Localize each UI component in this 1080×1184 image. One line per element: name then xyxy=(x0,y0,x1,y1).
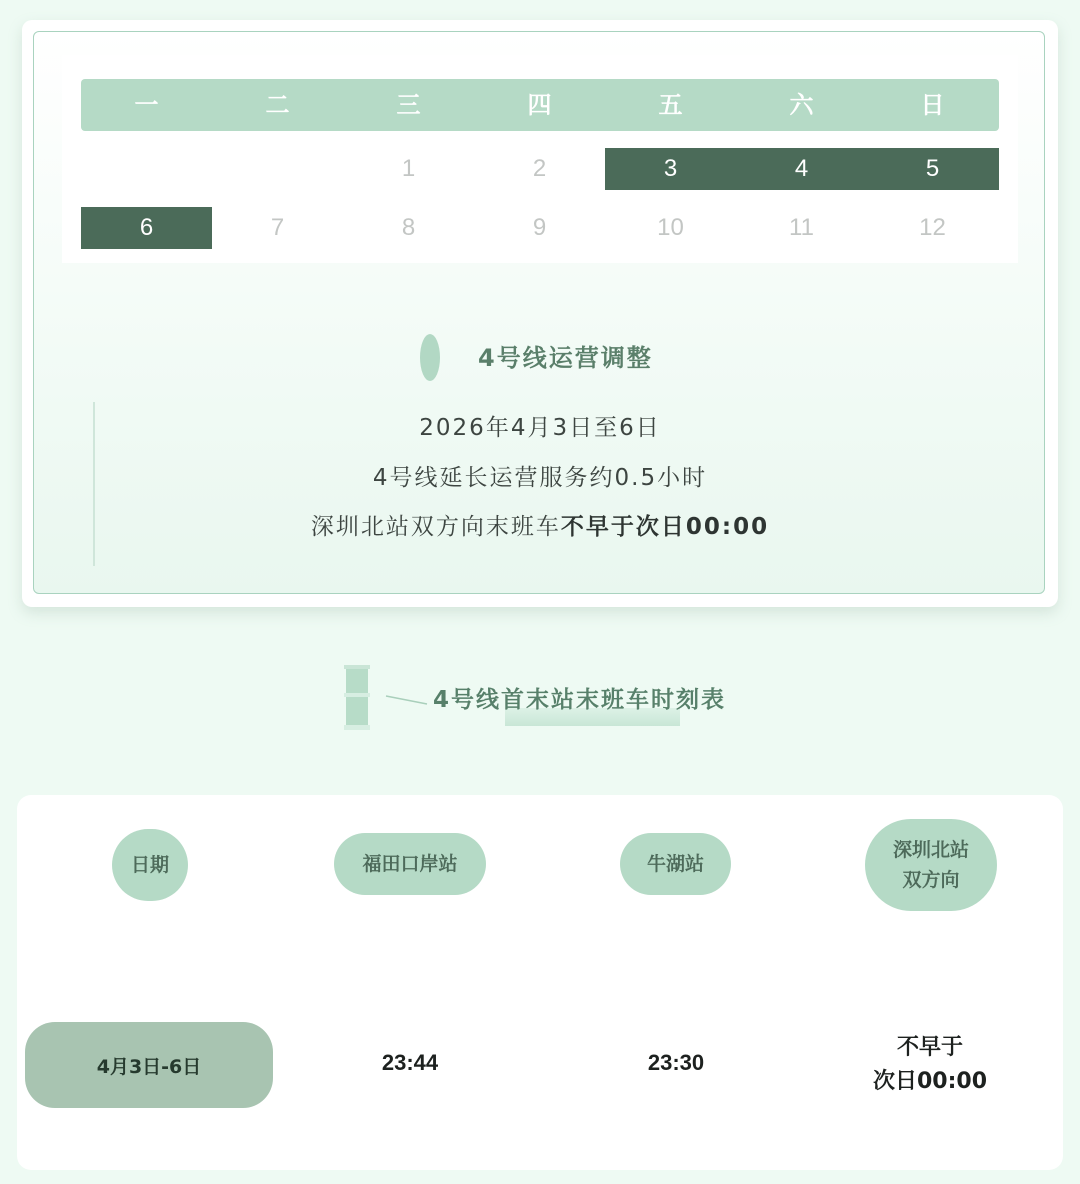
cell-szn-time xyxy=(850,1031,1010,1099)
cell-futian-time: 23:44 xyxy=(381,1050,439,1075)
calendar-day-highlighted: 5 xyxy=(925,155,940,182)
weekday-tue: 二 xyxy=(265,91,290,119)
notice-last-train-time: 不早于次日00:00 xyxy=(560,514,770,540)
calendar-day: 11 xyxy=(789,214,814,241)
cell-niuhu-time: 23:30 xyxy=(647,1050,705,1075)
calendar-day-highlighted: 6 xyxy=(139,214,154,241)
calendar-day-highlighted: 4 xyxy=(794,155,809,182)
notice-last-train-text: 深圳北站双方向末班车 xyxy=(310,514,561,540)
cell-szn-line2: 次日00:00 xyxy=(872,1069,988,1094)
leaf-deco-icon xyxy=(420,334,440,381)
notice-title: 4号线运营调整 xyxy=(478,344,653,372)
calendar-day: 12 xyxy=(919,214,946,241)
calendar-day xyxy=(81,148,212,190)
pointer-line-icon xyxy=(385,694,429,706)
header-szn-line2: 双方向 xyxy=(902,869,960,891)
header-date-label: 日期 xyxy=(130,854,169,876)
header-shenzhen-north xyxy=(865,819,997,911)
row-date-label: 4月3日-6日 xyxy=(96,1055,202,1078)
notice-date-range: 2026年4月3日至6日 xyxy=(419,415,661,441)
row-date xyxy=(25,1022,273,1108)
calendar-day: 1 xyxy=(401,155,416,182)
calendar-day: 2 xyxy=(532,155,547,182)
calendar-day xyxy=(212,148,343,190)
header-szn-line1: 深圳北站 xyxy=(892,839,969,861)
notice-extension: 4号线延长运营服务约0.5小时 xyxy=(372,465,708,491)
calendar-day: 10 xyxy=(657,214,684,241)
header-date xyxy=(112,829,188,901)
weekday-thu: 四 xyxy=(527,91,552,119)
weekday-fri: 五 xyxy=(658,91,683,119)
notice-last-train xyxy=(0,508,1080,541)
header-futian xyxy=(334,833,486,895)
calendar-day: 9 xyxy=(532,214,547,241)
header-niuhu-label: 牛湖站 xyxy=(646,853,704,875)
cell-szn-line1: 不早于 xyxy=(896,1035,963,1060)
weekday-mon: 一 xyxy=(134,91,159,119)
weekday-sun: 日 xyxy=(920,91,945,119)
calendar-day: 8 xyxy=(401,214,416,241)
calendar-weekday-header xyxy=(81,79,999,131)
header-futian-label: 福田口岸站 xyxy=(362,853,458,875)
weekday-sat: 六 xyxy=(789,91,814,119)
weekday-wed: 三 xyxy=(396,91,421,119)
header-niuhu xyxy=(620,833,731,895)
pillar-icon xyxy=(342,665,372,731)
calendar-day: 7 xyxy=(270,214,285,241)
timetable-title: 4号线首末站末班车时刻表 xyxy=(433,687,727,713)
calendar-day-highlighted: 3 xyxy=(663,155,678,182)
